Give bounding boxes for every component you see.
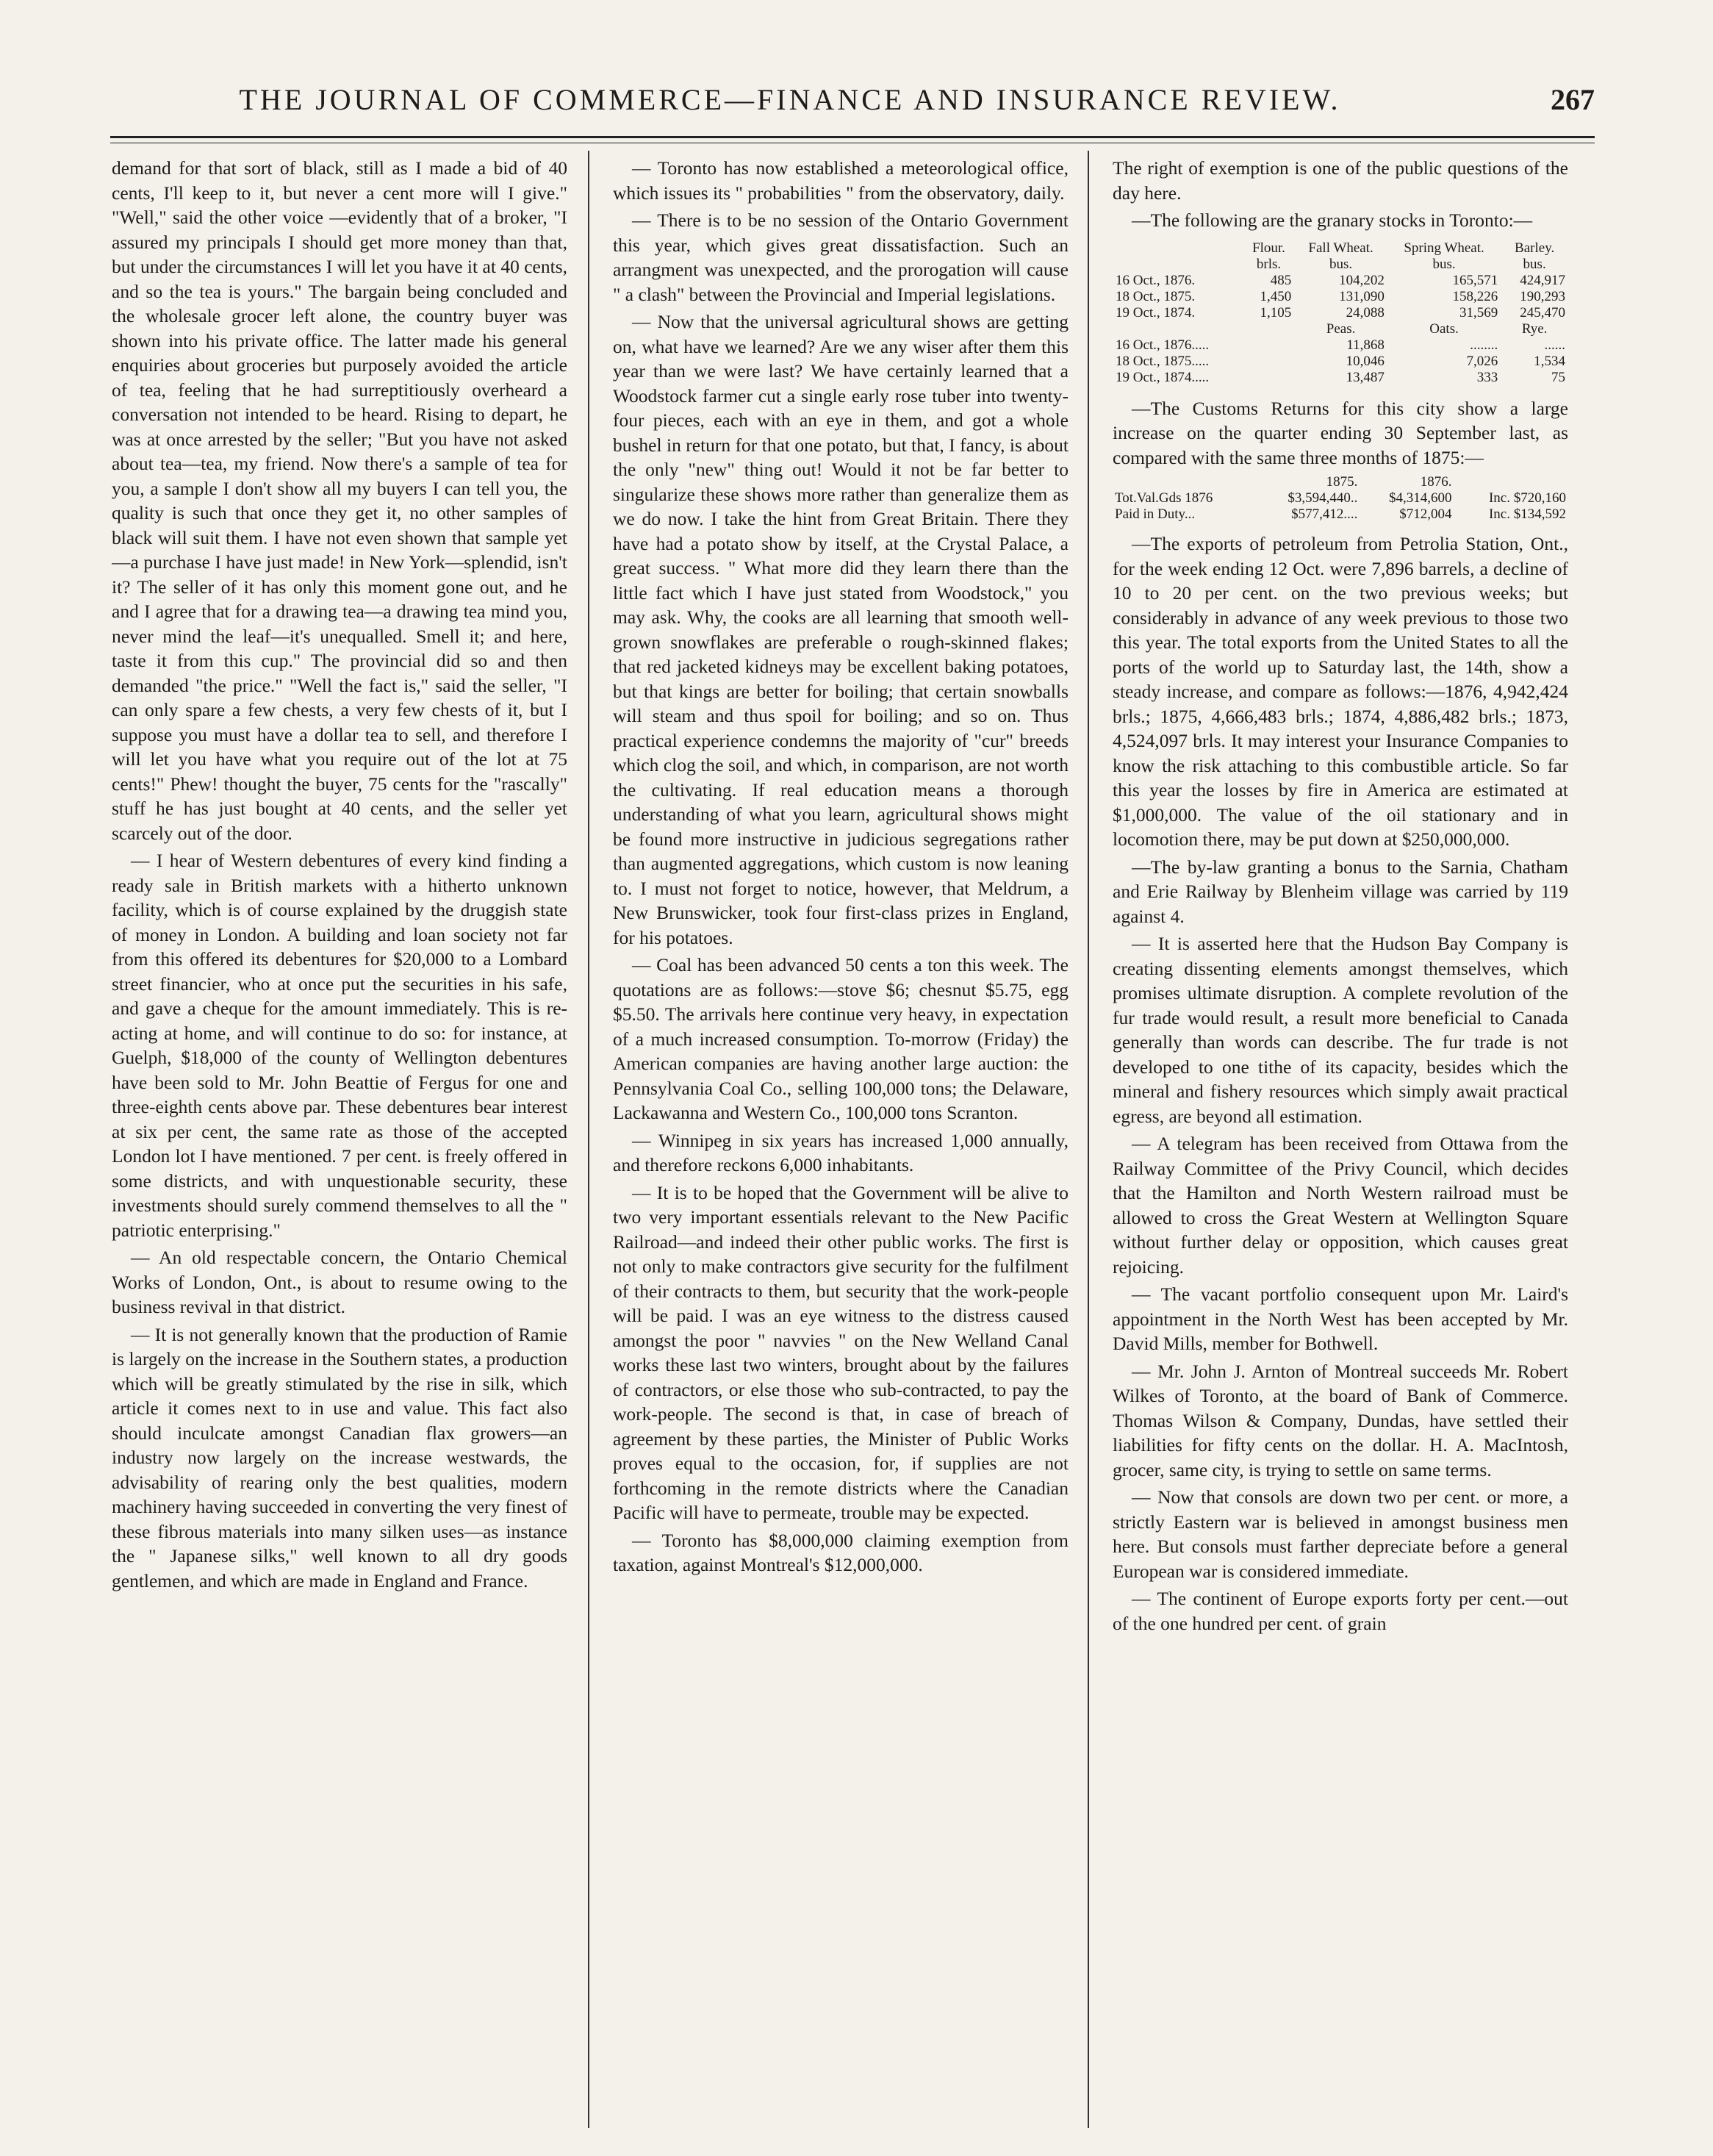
article-paragraph: —The Customs Returns for this city show a large increase on the quarter ending 30 September last, as compared with the same three months of 1875:— — [1113, 397, 1568, 468]
article-paragraph: — Mr. John J. Arnton of Montreal succeeds Mr. Robert Wilkes of Toronto, at the board of Bank of Commerce. Thomas Wilson & Company, Dundas, have settled their liabilities for fifty cents on the dollar. H. A. MacIntosh, grocer, same city, is trying to settle on same terms. — [1113, 1360, 1568, 1480]
article-paragraph: — An old respectable concern, the Ontario Chemical Works of London, Ont., is about to resume owing to the business revival in that district. — [112, 1247, 567, 1317]
table-header-row — [1113, 474, 1568, 490]
column-2 — [613, 156, 1069, 2126]
table-header: brls. — [1256, 256, 1282, 272]
page-number: 267 — [1551, 83, 1595, 116]
article-paragraph: — It is asserted here that the Hudson Bay Company is creating dissenting elements amongst themselves, which promises ultimate disruption. A complete revolution of the fur trade would result, a result more beneficial to Canada generally than words can describe. The fur trade is not developed to one tithe of its capacity, besides which the mineral and fishery resources which simply await practical egress, are beyond all estimation. — [1113, 933, 1568, 1127]
table-cell: 424,917 — [1520, 272, 1565, 288]
table-cell: 165,571 — [1452, 272, 1498, 288]
header-rule — [110, 136, 1595, 138]
article-paragraph: demand for that sort of black, still as I made a bid of 40 cents, I'll keep to it, but never a cent more will I give." "Well," said the other voice —evidently that of a broker, "I assured my principals I should get more money than that, but under the circumstances I will let you have it at 40 cents, and so the tea is yours." The bargain being concluded and the wholesale grocer left alone, the country buyer was shown into his private office. The latter made his general enquiries about groceries but purposely avoided the article of tea, feeling that he had surreptitiously overheard a conversation not intended to be heard. Rising to depart, he was at once arrested by the seller; "But you have not asked about tea—tea, my friend. Now there's a sample of tea for you, a sample I don't show all my buyers I can tell you, the quality is such that once they get it, no other samples of black will suit them. I have not even shown that sample yet—a purchase I have just made! in New York—splendid, isn't it? The seller of it has only this moment gone out, and he and I agree that for a drawing tea—a drawing tea mind you, never mind the leaf—it's unequalled. Smell it; and here, taste it from this cup." The provincial did so and then demanded "the price." "Well the fact is," said the seller, "I can only spare a few chests, a very few chests of it, but I suppose you must have a dollar tea to sell, and therefore I will let you have what you require out of the lot at 75 cents!" Phew! thought the buyer, 75 cents for the "rascally" stuff he has just bought at 40 cents, and the seller yet scarcely out of the door. — [112, 157, 567, 844]
table-cell: $577,412.... — [1291, 506, 1358, 522]
table-row — [1113, 337, 1568, 354]
article-paragraph: — It is not generally known that the production of Ramie is largely on the increase in the Southern states, a production which will be greatly stimulated by the rise in silk, which article it comes next to in use and value. This fact also should inculcate amongst Canadian flax growers—an industry now largely on the increase westwards, the advisability of rearing only the best qualities, modern machinery having succeeded in converting the very finest of these fibrous materials into many silken uses—as instance the " Japanese silks," well known to all dry goods gentlemen, and which are made in England and France. — [112, 1323, 567, 1591]
table-header-row — [1113, 257, 1568, 273]
table-header: bus. — [1432, 256, 1456, 272]
article-paragraph: — Now that consols are down two per cent. or more, a strictly Eastern war is believed in amongst business men here. But consols must farther depreciate before a general European war is considered immediate. — [1113, 1486, 1568, 1582]
table-header — [1113, 257, 1243, 273]
table-header: Peas. — [1326, 320, 1356, 337]
article-paragraph: — There is to be no session of the Ontario Government this year, which gives great dissatisfaction. Such an arrangment was unexpected, and the prorogation will cause " a clash" between the Provincial and Imperial legislations. — [613, 209, 1069, 305]
table-cell: 245,470 — [1520, 304, 1565, 320]
table-header: Barley. — [1515, 240, 1555, 256]
column-divider — [588, 151, 589, 2128]
table-cell: $3,594,440.. — [1288, 490, 1358, 506]
table-cell: Tot.Val.Gds 1876 — [1115, 490, 1213, 506]
table-header-row — [1113, 321, 1568, 337]
table-cell: 16 Oct., 1876..... — [1116, 337, 1210, 353]
customs-returns-table — [1113, 474, 1568, 523]
page-header — [110, 82, 1595, 126]
table-cell: 1,105 — [1260, 304, 1292, 320]
article-paragraph: — The vacant portfolio consequent upon Mr. Laird's appointment in the North West has been accepted by Mr. David Mills, member for Bothwell. — [1113, 1283, 1568, 1354]
table-cell: 104,202 — [1339, 272, 1385, 288]
table-row — [1113, 305, 1568, 321]
table-cell: 485 — [1270, 272, 1292, 288]
table-cell: 131,090 — [1339, 288, 1385, 304]
table-row — [1113, 506, 1568, 523]
table-cell: 19 Oct., 1874. — [1116, 304, 1196, 320]
table-cell — [1243, 337, 1295, 354]
table-header-row — [1113, 240, 1568, 257]
table-cell: 1,534 — [1534, 353, 1565, 369]
table-header: Fall Wheat. — [1308, 240, 1373, 256]
table-cell: 333 — [1476, 369, 1498, 385]
table-header — [1113, 474, 1256, 490]
table-cell: 7,026 — [1466, 353, 1498, 369]
table-cell: 75 — [1551, 369, 1565, 385]
table-header — [1454, 474, 1568, 490]
table-cell: Inc. $720,160 — [1488, 490, 1566, 506]
table-cell: 24,088 — [1346, 304, 1385, 320]
table-row — [1113, 370, 1568, 386]
table-row — [1113, 289, 1568, 305]
table-cell — [1243, 354, 1295, 370]
table-header: Rye. — [1521, 320, 1548, 337]
table-header: Spring Wheat. — [1404, 240, 1484, 256]
table-cell: Paid in Duty... — [1115, 506, 1196, 522]
article-paragraph: — Coal has been advanced 50 cents a ton this week. The quotations are as follows:—stove $6; chesnut $5.75, egg $5.50. The arrivals here continue very heavy, in expectation of a much increased consumption. To-morrow (Friday) the American companies are having another large auction: the Pennsylvania Coal Co., selling 100,000 tons; the Delaware, Lackawanna and Western Co., 100,000 tons Scranton. — [613, 954, 1069, 1123]
article-paragraph: — I hear of Western debentures of every kind finding a ready sale in British markets with a hitherto unknown facility, which is of course explained by the druggish state of money in London. A building and loan society not far from this offered its debentures for $20,000 to a Lombard street financier, who at once put the securities in his safe, and gave a cheque for the amount immediately. This is re-acting at home, and will continue to do so: for instance, at Guelph, $18,000 of the county of Wellington debentures have been sold to Mr. John Beattie of Fergus for one and three-eighth cents above par. These debentures bear interest at six per cent, the same rate as those of the accepted London lot I have mentioned. 7 per cent. is freely offered in some districts, and with unquestionable security, these investments should surely commend themselves to all the " patriotic enterprising." — [112, 850, 567, 1241]
journal-title: THE JOURNAL OF COMMERCE—FINANCE AND INSURANCE REVIEW. — [239, 83, 1341, 116]
table-header: bus. — [1329, 256, 1353, 272]
article-paragraph: — Now that the universal agricultural shows are getting on, what have we learned? Are we any wiser after them this year than we were last? We have certainly learned that a Woodstock farmer cut a single early rose tuber into twenty-four pieces, each with an eye in them, and got a whole bushel in return for that one potato, but that, I fancy, is about the only "new" thing out! Would it not be far better to singularize these shows more rather than generalize them as we do now. I take the hint from Great Britain. There they have had a potato show by itself, at the Crystal Palace, a great success. " What more did they learn there than the little fact which I have just stated from Woodstock," you may ask. Why, the cooks are all learning that smooth well-grown snowflakes are preferable o rough-skinned flakes; that red jacketed kidneys may be excellent baking potatoes, but that kings are better for boiling; that certain snowballs will steam and thus spoil for boiling; and so on. Thus practical experience condemns the majority of "cur" breeds which clog the soil, and which, in comparison, are not worth the cultivating. If real education means a thorough understanding of what you learn, agricultural shows might be found more instructive in judicious segregations rather than augmented aggregations, which custom is now leaning to. I must not forget to notice, however, that Meldrum, a New Brunswicker, took four first-class prizes in England, for his potatoes. — [613, 311, 1069, 948]
column-1 — [112, 156, 567, 2126]
table-header: 1875. — [1326, 474, 1358, 490]
article-paragraph: The right of exemption is one of the public questions of the day here. — [1113, 157, 1568, 204]
table-header: Flour. — [1252, 240, 1285, 256]
table-cell: 11,868 — [1346, 337, 1385, 353]
table-cell: 18 Oct., 1875. — [1116, 288, 1196, 304]
article-paragraph: — A telegram has been received from Ottawa from the Railway Committee of the Privy Council, which decides that the Hamilton and North Western railroad must be allowed to cross the Great Western at Wellington Square without further delay or opposition, which causes great rejoicing. — [1113, 1133, 1568, 1278]
table-header: bus. — [1523, 256, 1546, 272]
table-cell: 10,046 — [1346, 353, 1385, 369]
table-header — [1243, 321, 1295, 337]
table-row — [1113, 490, 1568, 506]
column-3 — [1113, 156, 1568, 2126]
table-header: Oats. — [1429, 320, 1459, 337]
table-cell: 31,569 — [1459, 304, 1498, 320]
table-cell: 18 Oct., 1875..... — [1116, 353, 1210, 369]
table-cell: 13,487 — [1346, 369, 1385, 385]
table-cell: Inc. $134,592 — [1488, 506, 1566, 522]
table-cell: 158,226 — [1452, 288, 1498, 304]
table-header — [1113, 321, 1243, 337]
table-row — [1113, 354, 1568, 370]
article-paragraph: — It is to be hoped that the Government will be alive to two very important essentials relevant to the New Pacific Railroad—and indeed their other public works. The first is not only to make contractors give security for the fulfilment of their contracts to them, but security that the work-people will be paid. I was an eye witness to the distress caused amongst the poor " navvies " on the New Welland Canal works these last two winters, brought about by the failures of contractors, or else those who sub-contracted, to pay the work-people. The second is that, in case of breach of agreement by these parties, the Minister of Public Works proves equal to the occasion, for, if supplies are not forthcoming in the remote districts where the Canadian Pacific will have to permeate, trouble may be expected. — [613, 1181, 1069, 1523]
table-header — [1113, 240, 1243, 257]
table-cell: ........ — [1470, 337, 1498, 353]
table-header: 1876. — [1420, 474, 1452, 490]
article-paragraph: —The by-law granting a bonus to the Sarnia, Chatham and Erie Railway by Blenheim village was carried by 119 against 4. — [1113, 856, 1568, 927]
table-cell: 190,293 — [1520, 288, 1565, 304]
table-cell: $712,004 — [1399, 506, 1452, 522]
article-paragraph: — Winnipeg in six years has increased 1,000 annually, and therefore reckons 6,000 inhabitants. — [613, 1129, 1069, 1175]
article-paragraph: —The exports of petroleum from Petrolia Station, Ont., for the week ending 12 Oct. were 7,896 barrels, a decline of 10 to 20 per cent. on the two previous weeks; but considerably in advance of any week previous to those two this year. The total exports from the United States to all the ports of the world up to Saturday last, the 14th, show a steady increase, and compare as follows:—1876, 4,942,424 brls.; 1875, 4,666,483 brls.; 1874, 4,886,482 brls.; 1873, 4,524,097 brls. It may interest your Insurance Companies to know the risk attaching to this combustible article. So far this year the losses by fire in America are estimated at $1,000,000. The value of the oil stationary and in locomotion there, may be put down at $250,000,000. — [1113, 533, 1568, 850]
table-cell: $4,314,600 — [1389, 490, 1452, 506]
article-paragraph: — The continent of Europe exports forty per cent.—out of the one hundred per cent. of grain — [1113, 1588, 1568, 1634]
column-divider — [1088, 151, 1089, 2128]
article-paragraph: — Toronto has now established a meteorological office, which issues its " probabilities " from the observatory, daily. — [613, 157, 1069, 204]
article-paragraph: — Toronto has $8,000,000 claiming exemption from taxation, against Montreal's $12,000,000. — [613, 1529, 1069, 1575]
article-paragraph: —The following are the granary stocks in Toronto:— — [1132, 209, 1533, 231]
table-cell: 19 Oct., 1874..... — [1116, 369, 1210, 385]
table-cell — [1243, 370, 1295, 386]
table-cell: 16 Oct., 1876. — [1116, 272, 1196, 288]
table-cell: ...... — [1544, 337, 1565, 353]
table-cell: 1,450 — [1260, 288, 1292, 304]
granary-stocks-table — [1113, 240, 1568, 386]
table-row — [1113, 273, 1568, 289]
